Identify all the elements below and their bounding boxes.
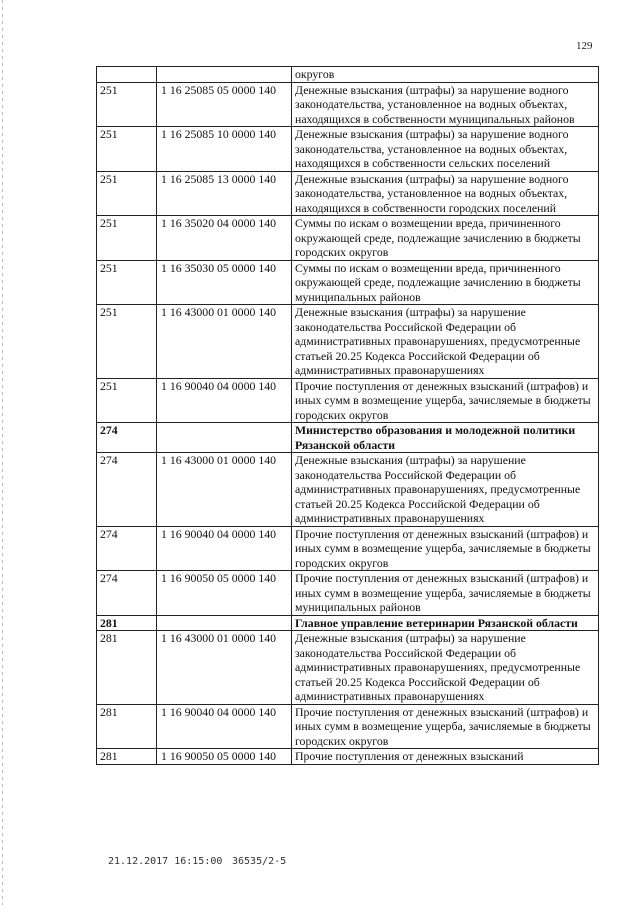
revenue-description-cell: Прочие поступления от денежных взысканий (штрафов) и иных сумм в возмещение ущерба, зачисляемые в бюджеты городских округов xyxy=(292,378,599,423)
admin-code-cell: 274 xyxy=(97,526,157,571)
table-row xyxy=(97,260,599,305)
admin-code-cell: 281 xyxy=(97,631,157,705)
revenue-code-cell: 1 16 43000 01 0000 140 xyxy=(157,453,292,527)
table-row xyxy=(97,67,599,83)
table-row xyxy=(97,749,599,765)
admin-code-cell: 251 xyxy=(97,378,157,423)
revenue-description-cell: Суммы по искам о возмещении вреда, причиненного окружающей среде, подлежащие зачислению в бюджеты муниципальных районов xyxy=(292,260,599,305)
revenue-description-cell: Денежные взыскания (штрафы) за нарушение законодательства Российской Федерации об административных правонарушениях, предусмотренные статьей 20.25 Кодекса Российской Федерации об административных правонарушениях xyxy=(292,305,599,379)
revenue-description-cell: Денежные взыскания (штрафы) за нарушение водного законодательства, установленное на водных объектах, находящихся в собственности сельских поселений xyxy=(292,127,599,172)
revenue-description-cell: Прочие поступления от денежных взысканий (штрафов) и иных сумм в возмещение ущерба, зачисляемые в бюджеты городских округов xyxy=(292,704,599,749)
revenue-code-cell: 1 16 25085 05 0000 140 xyxy=(157,82,292,127)
revenue-description-cell: Прочие поступления от денежных взысканий (штрафов) и иных сумм в возмещение ущерба, зачисляемые в бюджеты муниципальных районов xyxy=(292,571,599,616)
revenue-code-cell: 1 16 35020 04 0000 140 xyxy=(157,216,292,261)
revenue-description-cell: Суммы по искам о возмещении вреда, причиненного окружающей среде, подлежащие зачислению в бюджеты городских округов xyxy=(292,216,599,261)
admin-code-cell: 251 xyxy=(97,216,157,261)
admin-code-cell: 251 xyxy=(97,305,157,379)
footer-doc-number: 36535/2-5 xyxy=(232,856,287,867)
revenue-description-cell: Денежные взыскания (штрафы) за нарушение водного законодательства, установленное на водных объектах, находящихся в собственности муниципальных районов xyxy=(292,82,599,127)
revenue-code-cell xyxy=(157,67,292,83)
table-row xyxy=(97,704,599,749)
scan-edge-left xyxy=(2,0,3,905)
admin-code-cell: 281 xyxy=(97,749,157,765)
revenue-code-cell: 1 16 43000 01 0000 140 xyxy=(157,631,292,705)
revenue-code-cell: 1 16 90040 04 0000 140 xyxy=(157,704,292,749)
revenue-code-cell: 1 16 90050 05 0000 140 xyxy=(157,571,292,616)
admin-code-cell xyxy=(97,67,157,83)
admin-code-cell: 251 xyxy=(97,127,157,172)
revenue-description-cell: Прочие поступления от денежных взысканий xyxy=(292,749,599,765)
table-row xyxy=(97,171,599,216)
revenue-code-cell: 1 16 25085 10 0000 140 xyxy=(157,127,292,172)
table-body xyxy=(97,67,599,765)
table-row xyxy=(97,423,599,453)
admin-code-cell: 274 xyxy=(97,423,157,453)
table-row xyxy=(97,378,599,423)
admin-code-cell: 251 xyxy=(97,260,157,305)
revenue-description-cell: Главное управление ветеринарии Рязанской области xyxy=(292,615,599,631)
footer-datetime: 21.12.2017 16:15:00 xyxy=(108,856,223,867)
revenue-description-cell: округов xyxy=(292,67,599,83)
table-row xyxy=(97,82,599,127)
revenue-codes-table xyxy=(96,66,599,765)
revenue-code-cell: 1 16 90040 04 0000 140 xyxy=(157,526,292,571)
revenue-code-cell: 1 16 90050 05 0000 140 xyxy=(157,749,292,765)
admin-code-cell: 274 xyxy=(97,453,157,527)
table-row xyxy=(97,127,599,172)
admin-code-cell: 281 xyxy=(97,615,157,631)
revenue-code-cell: 1 16 43000 01 0000 140 xyxy=(157,305,292,379)
table-row xyxy=(97,571,599,616)
admin-code-cell: 251 xyxy=(97,82,157,127)
table-row xyxy=(97,526,599,571)
admin-code-cell: 274 xyxy=(97,571,157,616)
admin-code-cell: 251 xyxy=(97,171,157,216)
table-row xyxy=(97,631,599,705)
revenue-description-cell: Денежные взыскания (штрафы) за нарушение законодательства Российской Федерации об административных правонарушениях, предусмотренные статьей 20.25 Кодекса Российской Федерации об административных правонарушениях xyxy=(292,453,599,527)
revenue-code-cell: 1 16 90040 04 0000 140 xyxy=(157,378,292,423)
revenue-description-cell: Денежные взыскания (штрафы) за нарушение водного законодательства, установленное на водных объектах, находящихся в собственности городских поселений xyxy=(292,171,599,216)
table-row xyxy=(97,305,599,379)
revenue-code-cell xyxy=(157,423,292,453)
revenue-code-cell: 1 16 35030 05 0000 140 xyxy=(157,260,292,305)
admin-code-cell: 281 xyxy=(97,704,157,749)
revenue-description-cell: Денежные взыскания (штрафы) за нарушение законодательства Российской Федерации об административных правонарушениях, предусмотренные статьей 20.25 Кодекса Российской Федерации об административных правонарушениях xyxy=(292,631,599,705)
revenue-description-cell: Министерство образования и молодежной политики Рязанской области xyxy=(292,423,599,453)
revenue-description-cell: Прочие поступления от денежных взысканий (штрафов) и иных сумм в возмещение ущерба, зачисляемые в бюджеты городских округов xyxy=(292,526,599,571)
table-row xyxy=(97,216,599,261)
page-number: 129 xyxy=(576,40,593,52)
revenue-code-cell: 1 16 25085 13 0000 140 xyxy=(157,171,292,216)
revenue-code-cell xyxy=(157,615,292,631)
table-row xyxy=(97,615,599,631)
table-row xyxy=(97,453,599,527)
